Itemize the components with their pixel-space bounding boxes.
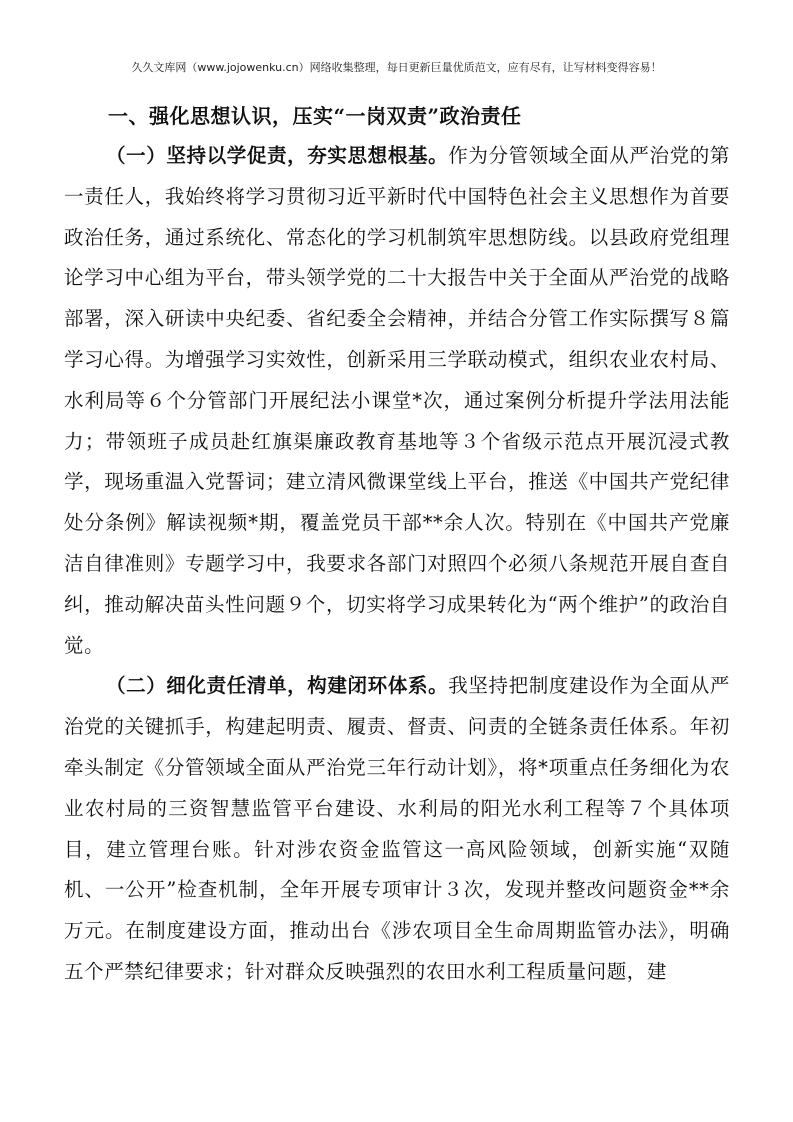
header-note: 久久文库网（www.jojowenku.cn）网络收集整理，每日更新巨量优质范文，应有尽有，让写材料变得容易！ bbox=[131, 61, 662, 74]
paragraph-2 bbox=[64, 666, 730, 992]
paragraph-2-text: 我坚持把制度建设作为全面从严治党的关键抓手，构建起明责、履责、督责、问责的全链条责任体系。年初牵头制定《分管领域全面从严治党三年行动计划》，将*项重点任务细化为农业农村局的三资智慧监管平台建设、水利局的阳光水利工程等７个具体项目，建立管理台账。针对涉农资金监管这一高风险领域，创新实施“双随机、一公开”检查机制，全年开展专项审计３次，发现并整改问题资金**余万元。在制度建设方面，推动出台《涉农项目全生命周期监管办法》，明确五个严禁纪律要求；针对群众反映强烈的农田水利工程质量问题，建 bbox=[64, 674, 731, 983]
paragraph-1-lead: （一）坚持以学促责，夯实思想根基。 bbox=[106, 144, 449, 167]
paragraph-2-lead: （二）细化责任清单，构建闭环体系。 bbox=[106, 674, 449, 698]
document-body bbox=[64, 96, 730, 993]
paragraph-1 bbox=[64, 136, 730, 666]
section-title: 一、强化思想认识，压实“一岗双责”政治责任 bbox=[108, 104, 522, 128]
paragraph-1-text: 作为分管领域全面从严治党的第一责任人，我始终将学习贯彻习近平新时代中国特色社会主义思想作为首要政治任务，通过系统化、常态化的学习机制筑牢思想防线。以县政府党组理论学习中心组为平台，带头领学党的二十大报告中关于全面从严治党的战略部署，深入研读中央纪委、省纪委全会精神，并结合分管工作实际撰写８篇学习心得。为增强学习实效性，创新采用三学联动模式，组织农业农村局、水利局等６个分管部门开展纪法小课堂*次，通过案例分析提升学法用法能力；带领班子成员赴红旗渠廉政教育基地等３个省级示范点开展沉浸式教学，现场重温入党誓词；建立清风微课堂线上平台，推送《中国共产党纪律处分条例》解读视频*期，覆盖党员干部**余人次。特别在《中国共产党廉洁自律准则》专题学习中，我要求各部门对照四个必须八条规范开展自查自纠，推动解决苗头性问题９个，切实将学习成果转化为“两个维护”的政治自觉。 bbox=[64, 144, 731, 657]
